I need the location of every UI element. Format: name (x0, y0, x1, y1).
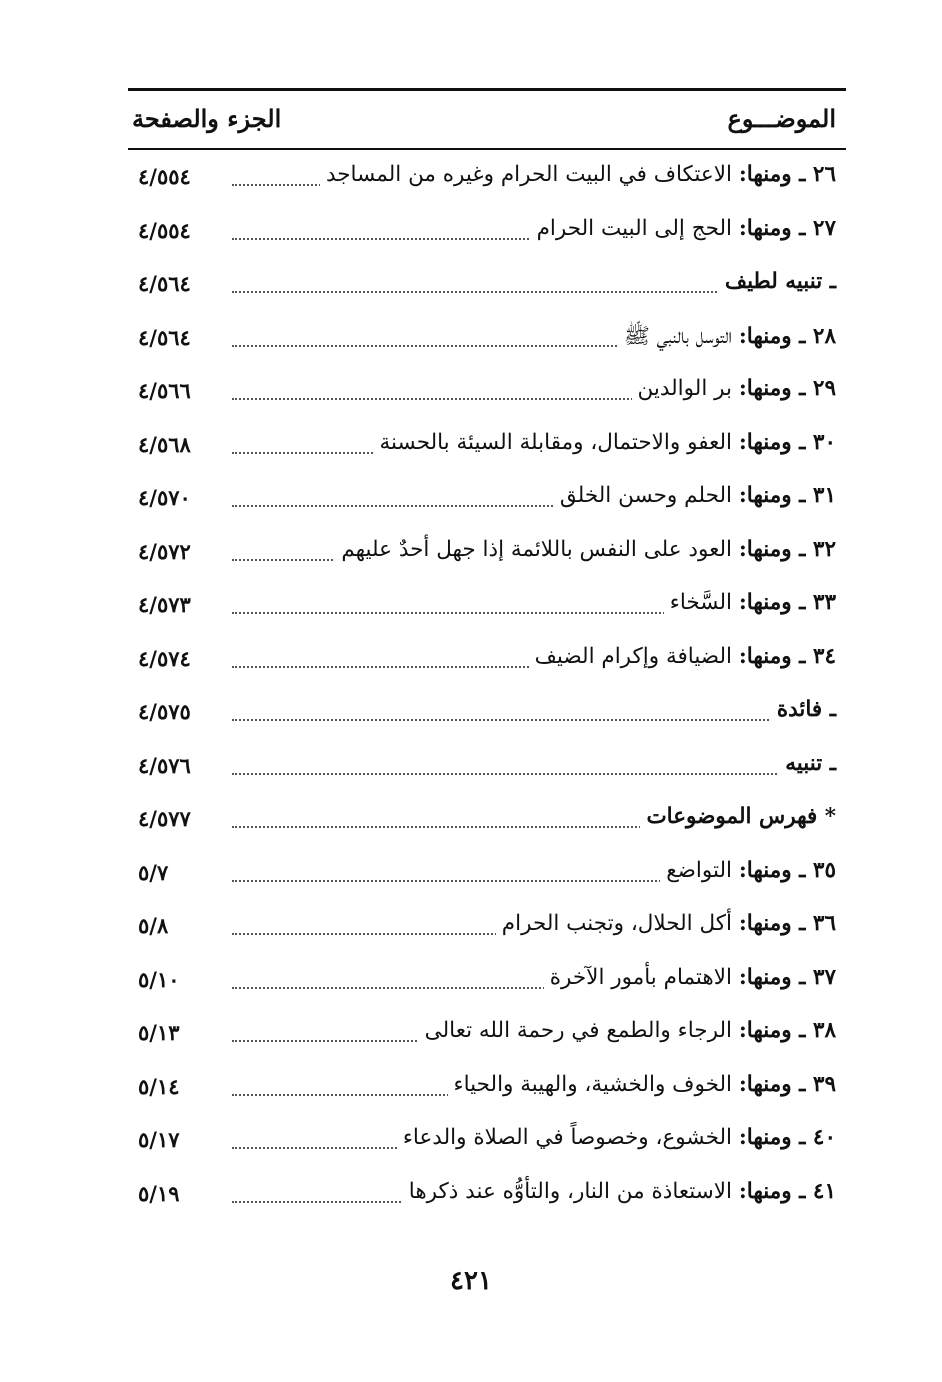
toc-entry-text: التواضع (666, 857, 732, 883)
header-top-rule (128, 88, 846, 91)
toc-entry (128, 1117, 836, 1171)
toc-entry-text: الاستعاذة من النار، والتأوُّه عند ذكرها (408, 1178, 732, 1204)
toc-entry-label: ـ تنبيه لطيف (724, 269, 836, 294)
toc-entry (128, 582, 836, 636)
toc-entry-page-ref: ٤/٥٦٦ (138, 378, 191, 403)
toc-entry (128, 315, 836, 369)
toc-entry-label: ٤٠ ـ ومنها: (738, 1125, 836, 1150)
toc-entry (128, 850, 836, 904)
dot-leader (232, 719, 836, 721)
toc-entry-text: الحج إلى البيت الحرام (536, 215, 732, 241)
toc-entry-title (554, 483, 836, 508)
toc-entry-page-ref: ٥/١٠ (138, 966, 180, 992)
toc-entry-label: ٣٤ ـ ومنها: (738, 643, 836, 669)
toc-entry-text: الضيافة وإكرام الضيف (534, 643, 732, 669)
toc-entry-page-ref: ٥/١٤ (138, 1073, 180, 1099)
toc-entry (128, 743, 836, 797)
toc-entry-title (719, 269, 836, 294)
toc-entry-text: الخشوع، وخصوصاً في الصلاة والدعاء (402, 1125, 732, 1150)
toc-entry-page-ref: ٤/٥٧٤ (138, 645, 191, 671)
toc-entry-page-ref: ٤/٥٧٧ (138, 806, 191, 831)
toc-entry-text: الحلم وحسن الخلق (559, 483, 732, 508)
toc-entry (128, 529, 836, 583)
toc-entry-page-ref: ٥/٧ (138, 859, 169, 885)
toc-entry-title (771, 697, 836, 722)
toc-entry (128, 475, 836, 529)
toc-entry-title (320, 162, 836, 187)
toc-entry (128, 1064, 836, 1118)
toc-entry-page-ref: ٥/١٩ (138, 1180, 180, 1206)
toc-entry-text: الرجاء والطمع في رحمة الله تعالى (424, 1018, 732, 1043)
toc-entry-text: الاهتمام بأمور الآخرة (549, 964, 732, 990)
toc-entry-label: ٢٨ ـ ومنها: (738, 323, 836, 349)
toc-entry-label: ـ فائدة (776, 697, 836, 722)
toc-entry-page-ref: ٤/٥٦٤ (138, 324, 191, 350)
toc-entry (128, 689, 836, 743)
contents-list (128, 154, 836, 1224)
toc-entry-title (403, 1179, 836, 1204)
toc-entry-page-ref: ٤/٥٧٢ (138, 538, 191, 564)
toc-entry (128, 1010, 836, 1064)
toc-entry-label: ٣٦ ـ ومنها: (738, 911, 836, 936)
toc-entry-label: ٣٩ ـ ومنها: (738, 1071, 836, 1097)
toc-entry-title (660, 858, 836, 883)
toc-entry-title (664, 590, 836, 615)
toc-entry-text: الخوف والخشية، والهيبة والحياء (453, 1071, 732, 1097)
toc-entry-label: ٣٢ ـ ومنها: (738, 536, 836, 562)
dot-leader (232, 773, 836, 775)
toc-entry-title (544, 965, 836, 990)
toc-entry (128, 422, 836, 476)
toc-entry-page-ref: ٤/٥٧٥ (138, 699, 191, 724)
toc-entry-label: ٣٠ ـ ومنها: (738, 429, 836, 455)
toc-entry-text: العود على النفس باللائمة إذا جهل أحدٌ عليهم (341, 536, 732, 562)
toc-entry-title (529, 644, 836, 669)
page-number: ٤٢١ (450, 1266, 492, 1296)
header-volume-page: الجزء والصفحة (132, 104, 282, 133)
toc-entry-label: ٣٥ ـ ومنها: (738, 857, 836, 883)
toc-entry (128, 796, 836, 850)
toc-entry-text: العفو والاحتمال، ومقابلة السيئة بالحسنة (379, 429, 732, 455)
toc-entry-label: ـ تنبيه (785, 750, 836, 776)
toc-entry-page-ref: ٤/٥٥٤ (138, 217, 191, 243)
toc-entry-page-ref: ٤/٥٦٨ (138, 431, 191, 457)
toc-entry-text: الاعتكاف في البيت الحرام وغيره من المساجد (325, 162, 732, 187)
toc-entry-title (531, 216, 836, 241)
toc-entry-page-ref: ٥/٨ (138, 913, 169, 938)
toc-entry-title (632, 376, 837, 401)
toc-entry-page-ref: ٤/٥٧٦ (138, 752, 191, 778)
toc-entry (128, 261, 836, 315)
toc-entry (128, 636, 836, 690)
toc-entry-title (374, 430, 837, 455)
toc-entry (128, 957, 836, 1011)
toc-entry-label: ٤١ ـ ومنها: (738, 1178, 836, 1204)
toc-entry-label: ٣٧ ـ ومنها: (738, 964, 836, 990)
header-bottom-rule (128, 148, 846, 150)
toc-entry-title (335, 537, 836, 562)
toc-entry (128, 154, 836, 208)
toc-entry-title (496, 911, 836, 936)
toc-entry-label: ٢٦ ـ ومنها: (738, 162, 836, 187)
toc-entry (128, 1171, 836, 1225)
toc-entry-page-ref: ٥/١٧ (138, 1127, 180, 1152)
toc-entry-title (419, 1018, 836, 1043)
toc-entry-label: ٣٣ ـ ومنها: (738, 590, 836, 615)
toc-entry-page-ref: ٤/٥٥٤ (138, 164, 191, 189)
toc-entry-title (640, 804, 836, 829)
toc-entry-label: ٣٨ ـ ومنها: (738, 1018, 836, 1043)
toc-entry-title (618, 323, 836, 354)
toc-entry-label: ٣١ ـ ومنها: (738, 483, 836, 508)
toc-entry-title (397, 1125, 836, 1150)
toc-entry-text: بر الوالدين (637, 376, 732, 401)
toc-entry (128, 368, 836, 422)
toc-entry-label: * فهرس الموضوعات (646, 804, 836, 829)
toc-entry-page-ref: ٥/١٣ (138, 1020, 180, 1045)
toc-entry-label: ٢٧ ـ ومنها: (738, 215, 836, 241)
toc-entry (128, 903, 836, 957)
toc-entry-text: السَّخاء (669, 590, 732, 615)
toc-entry-title (448, 1072, 837, 1097)
toc-entry (128, 208, 836, 262)
toc-entry-page-ref: ٤/٥٦٤ (138, 271, 191, 296)
toc-entry-title (779, 751, 836, 776)
header-topic: الموضـــوع (727, 104, 836, 133)
toc-entry-label: ٢٩ ـ ومنها: (738, 376, 836, 401)
toc-entry-text: أكل الحلال، وتجنب الحرام (501, 911, 732, 936)
toc-entry-text: التوسل بالنبي ﷺ (623, 323, 732, 349)
toc-entry-page-ref: ٤/٥٧٣ (138, 592, 191, 617)
toc-entry-page-ref: ٤/٥٧٠ (138, 485, 191, 510)
